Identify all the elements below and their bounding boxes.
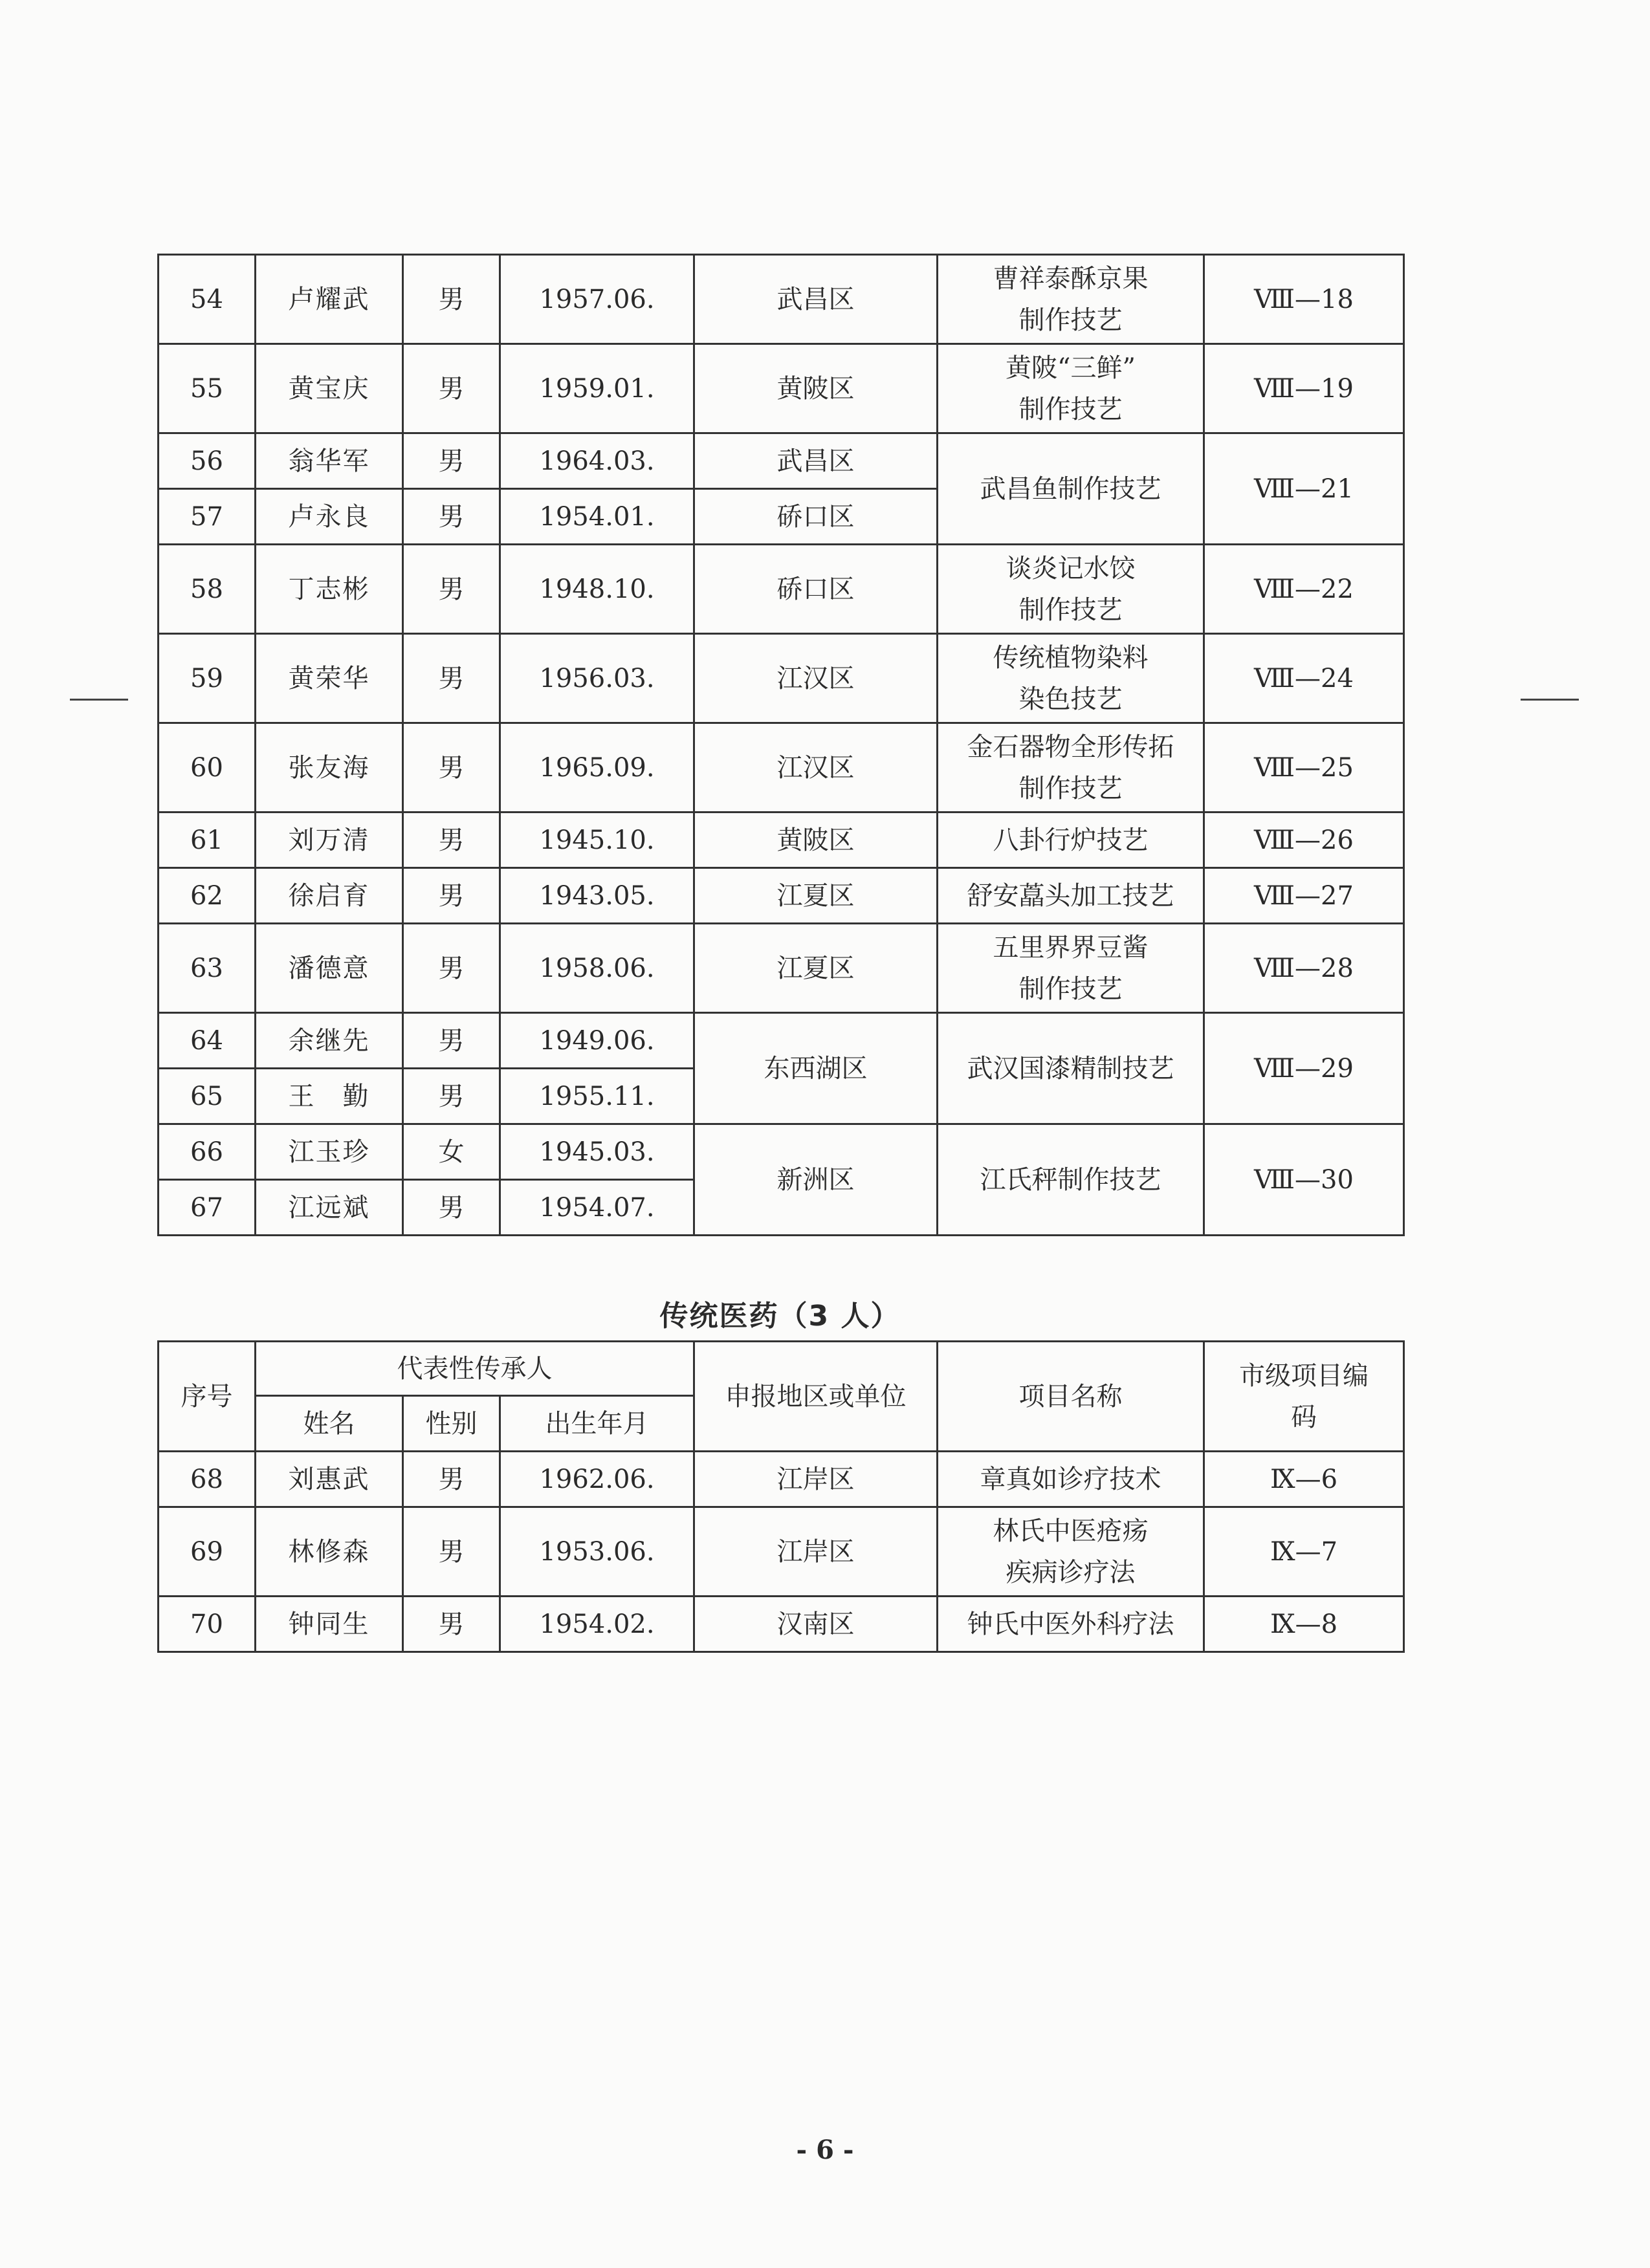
gender: 男: [403, 344, 500, 433]
project-line: 传统植物染料: [993, 642, 1149, 673]
row-number: 62: [159, 868, 256, 924]
project-name: [938, 255, 1204, 344]
project-line: 染色技艺: [1018, 684, 1123, 714]
birth-date: 1958.06.: [500, 924, 694, 1013]
project-line: 曹祥泰酥京果: [993, 263, 1149, 294]
row-number: 57: [159, 489, 256, 545]
region: 硚口区: [694, 489, 938, 545]
birth-date: 1964.03.: [500, 433, 694, 489]
project-code: Ⅷ—29: [1204, 1013, 1404, 1124]
project-line: 五里界界豆酱: [993, 932, 1149, 963]
scan-mark: [1521, 699, 1579, 701]
project-line: 八卦行炉技艺: [993, 825, 1149, 855]
birth-date: 1954.07.: [500, 1180, 694, 1236]
birth-date: 1953.06.: [500, 1507, 694, 1597]
table-row: [159, 1452, 1404, 1507]
project-code: Ⅷ—24: [1204, 634, 1404, 723]
project-name: [938, 1124, 1204, 1236]
gender: 男: [403, 489, 500, 545]
row-number: 67: [159, 1180, 256, 1236]
project-name: [938, 723, 1204, 812]
birth-date: 1948.10.: [500, 545, 694, 634]
project-line: 金石器物全形传拓: [967, 732, 1174, 762]
inheritor-name: 卢永良: [256, 489, 403, 545]
region: 江汉区: [694, 723, 938, 812]
gender: 男: [403, 1507, 500, 1597]
project-line: 制作技艺: [1018, 974, 1123, 1004]
project-name: [938, 344, 1204, 433]
project-name: [938, 545, 1204, 634]
table-row: [159, 723, 1404, 812]
gender: 男: [403, 812, 500, 868]
project-line: 武昌鱼制作技艺: [980, 474, 1161, 504]
header-project: 项目名称: [938, 1342, 1204, 1452]
project-code: Ⅷ—21: [1204, 433, 1404, 545]
project-line: 制作技艺: [1018, 394, 1123, 424]
project-line: 疾病诊疗法: [1006, 1557, 1136, 1587]
project-name: [938, 868, 1204, 924]
row-number: 58: [159, 545, 256, 634]
project-name: [938, 924, 1204, 1013]
project-code: Ⅸ—8: [1204, 1597, 1404, 1652]
birth-date: 1954.01.: [500, 489, 694, 545]
project-line: 制作技艺: [1018, 594, 1123, 625]
gender: 男: [403, 924, 500, 1013]
gender: 男: [403, 634, 500, 723]
inheritor-name: 潘德意: [256, 924, 403, 1013]
project-name: [938, 812, 1204, 868]
row-number: 55: [159, 344, 256, 433]
table-row: [159, 1124, 1404, 1180]
header-sex: 性别: [403, 1396, 500, 1452]
region: 武昌区: [694, 433, 938, 489]
project-code: Ⅸ—7: [1204, 1507, 1404, 1597]
page-number: - 6 -: [796, 2135, 854, 2165]
region: 汉南区: [694, 1597, 938, 1652]
project-code: Ⅷ—19: [1204, 344, 1404, 433]
region: 黄陂区: [694, 812, 938, 868]
birth-date: 1945.03.: [500, 1124, 694, 1180]
table-row: [159, 255, 1404, 344]
inheritor-name: 徐启育: [256, 868, 403, 924]
table-row: [159, 1597, 1404, 1652]
project-code: Ⅷ—27: [1204, 868, 1404, 924]
inheritor-table-crafts: [157, 254, 1405, 1236]
inheritor-name: 江远斌: [256, 1180, 403, 1236]
gender: 男: [403, 1180, 500, 1236]
gender: 女: [403, 1124, 500, 1180]
inheritor-name: 丁志彬: [256, 545, 403, 634]
gender: 男: [403, 1069, 500, 1124]
inheritor-table-medicine: [157, 1340, 1405, 1653]
row-number: 60: [159, 723, 256, 812]
inheritor-name: 刘万清: [256, 812, 403, 868]
birth-date: 1945.10.: [500, 812, 694, 868]
row-number: 68: [159, 1452, 256, 1507]
birth-date: 1959.01.: [500, 344, 694, 433]
project-code: Ⅷ—25: [1204, 723, 1404, 812]
birth-date: 1962.06.: [500, 1452, 694, 1507]
section-title: 传统医药（3 人）: [659, 1300, 901, 1333]
birth-date: 1949.06.: [500, 1013, 694, 1069]
scan-mark: [70, 699, 128, 701]
inheritor-name: 刘惠武: [256, 1452, 403, 1507]
gender: 男: [403, 255, 500, 344]
project-line: 江氏秤制作技艺: [980, 1164, 1161, 1195]
table-row: [159, 1507, 1404, 1597]
table-row: [159, 1013, 1404, 1069]
region: 硚口区: [694, 545, 938, 634]
region: 江岸区: [694, 1507, 938, 1597]
project-line: 章真如诊疗技术: [980, 1464, 1161, 1494]
header-region: 申报地区或单位: [694, 1342, 938, 1452]
region: 江夏区: [694, 868, 938, 924]
table-header-row: [159, 1342, 1404, 1396]
project-line: 林氏中医疮疡: [993, 1516, 1149, 1546]
project-line: 钟氏中医外科疗法: [967, 1609, 1174, 1639]
header-code-line: 码: [1291, 1402, 1317, 1432]
table-row: [159, 634, 1404, 723]
inheritor-name: 江玉珍: [256, 1124, 403, 1180]
table-row: [159, 344, 1404, 433]
header-representative: 代表性传承人: [256, 1342, 694, 1396]
header-name: 姓名: [256, 1396, 403, 1452]
table-row: [159, 812, 1404, 868]
header-no: 序号: [159, 1342, 256, 1452]
inheritor-name: 钟同生: [256, 1597, 403, 1652]
project-line: 武汉国漆精制技艺: [967, 1053, 1174, 1084]
project-name: [938, 1452, 1204, 1507]
row-number: 63: [159, 924, 256, 1013]
region: 江汉区: [694, 634, 938, 723]
inheritor-name: 余继先: [256, 1013, 403, 1069]
project-name: [938, 1597, 1204, 1652]
inheritor-name: 张友海: [256, 723, 403, 812]
row-number: 69: [159, 1507, 256, 1597]
inheritor-name: 卢耀武: [256, 255, 403, 344]
project-name: [938, 1013, 1204, 1124]
project-code: Ⅷ—26: [1204, 812, 1404, 868]
header-code: [1204, 1342, 1404, 1452]
table-row: [159, 433, 1404, 489]
row-number: 56: [159, 433, 256, 489]
birth-date: 1956.03.: [500, 634, 694, 723]
row-number: 59: [159, 634, 256, 723]
inheritor-name: 林修森: [256, 1507, 403, 1597]
gender: 男: [403, 545, 500, 634]
inheritor-name: 王 勤: [256, 1069, 403, 1124]
header-birth: 出生年月: [500, 1396, 694, 1452]
region: 黄陂区: [694, 344, 938, 433]
table-row: [159, 924, 1404, 1013]
row-number: 70: [159, 1597, 256, 1652]
gender: 男: [403, 868, 500, 924]
birth-date: 1957.06.: [500, 255, 694, 344]
project-line: 谈炎记水饺: [1006, 553, 1136, 583]
birth-date: 1955.11.: [500, 1069, 694, 1124]
row-number: 64: [159, 1013, 256, 1069]
project-name: [938, 1507, 1204, 1597]
gender: 男: [403, 1013, 500, 1069]
project-line: 制作技艺: [1018, 305, 1123, 335]
header-code-line: 市级项目编: [1239, 1360, 1369, 1391]
project-code: Ⅸ—6: [1204, 1452, 1404, 1507]
project-name: [938, 634, 1204, 723]
gender: 男: [403, 1452, 500, 1507]
row-number: 61: [159, 812, 256, 868]
region: 东西湖区: [694, 1013, 938, 1124]
row-number: 54: [159, 255, 256, 344]
birth-date: 1943.05.: [500, 868, 694, 924]
inheritor-name: 黄荣华: [256, 634, 403, 723]
project-line: 黄陂“三鲜”: [1006, 353, 1136, 383]
region: 江岸区: [694, 1452, 938, 1507]
inheritor-name: 黄宝庆: [256, 344, 403, 433]
project-name: [938, 433, 1204, 545]
gender: 男: [403, 1597, 500, 1652]
gender: 男: [403, 723, 500, 812]
birth-date: 1965.09.: [500, 723, 694, 812]
birth-date: 1954.02.: [500, 1597, 694, 1652]
table-row: [159, 868, 1404, 924]
gender: 男: [403, 433, 500, 489]
region: 江夏区: [694, 924, 938, 1013]
table-row: [159, 545, 1404, 634]
row-number: 65: [159, 1069, 256, 1124]
project-line: 舒安藠头加工技艺: [967, 880, 1174, 911]
region: 新洲区: [694, 1124, 938, 1236]
project-code: Ⅷ—18: [1204, 255, 1404, 344]
region: 武昌区: [694, 255, 938, 344]
project-code: Ⅷ—22: [1204, 545, 1404, 634]
project-line: 制作技艺: [1018, 773, 1123, 803]
inheritor-name: 翁华军: [256, 433, 403, 489]
project-code: Ⅷ—30: [1204, 1124, 1404, 1236]
project-code: Ⅷ—28: [1204, 924, 1404, 1013]
row-number: 66: [159, 1124, 256, 1180]
